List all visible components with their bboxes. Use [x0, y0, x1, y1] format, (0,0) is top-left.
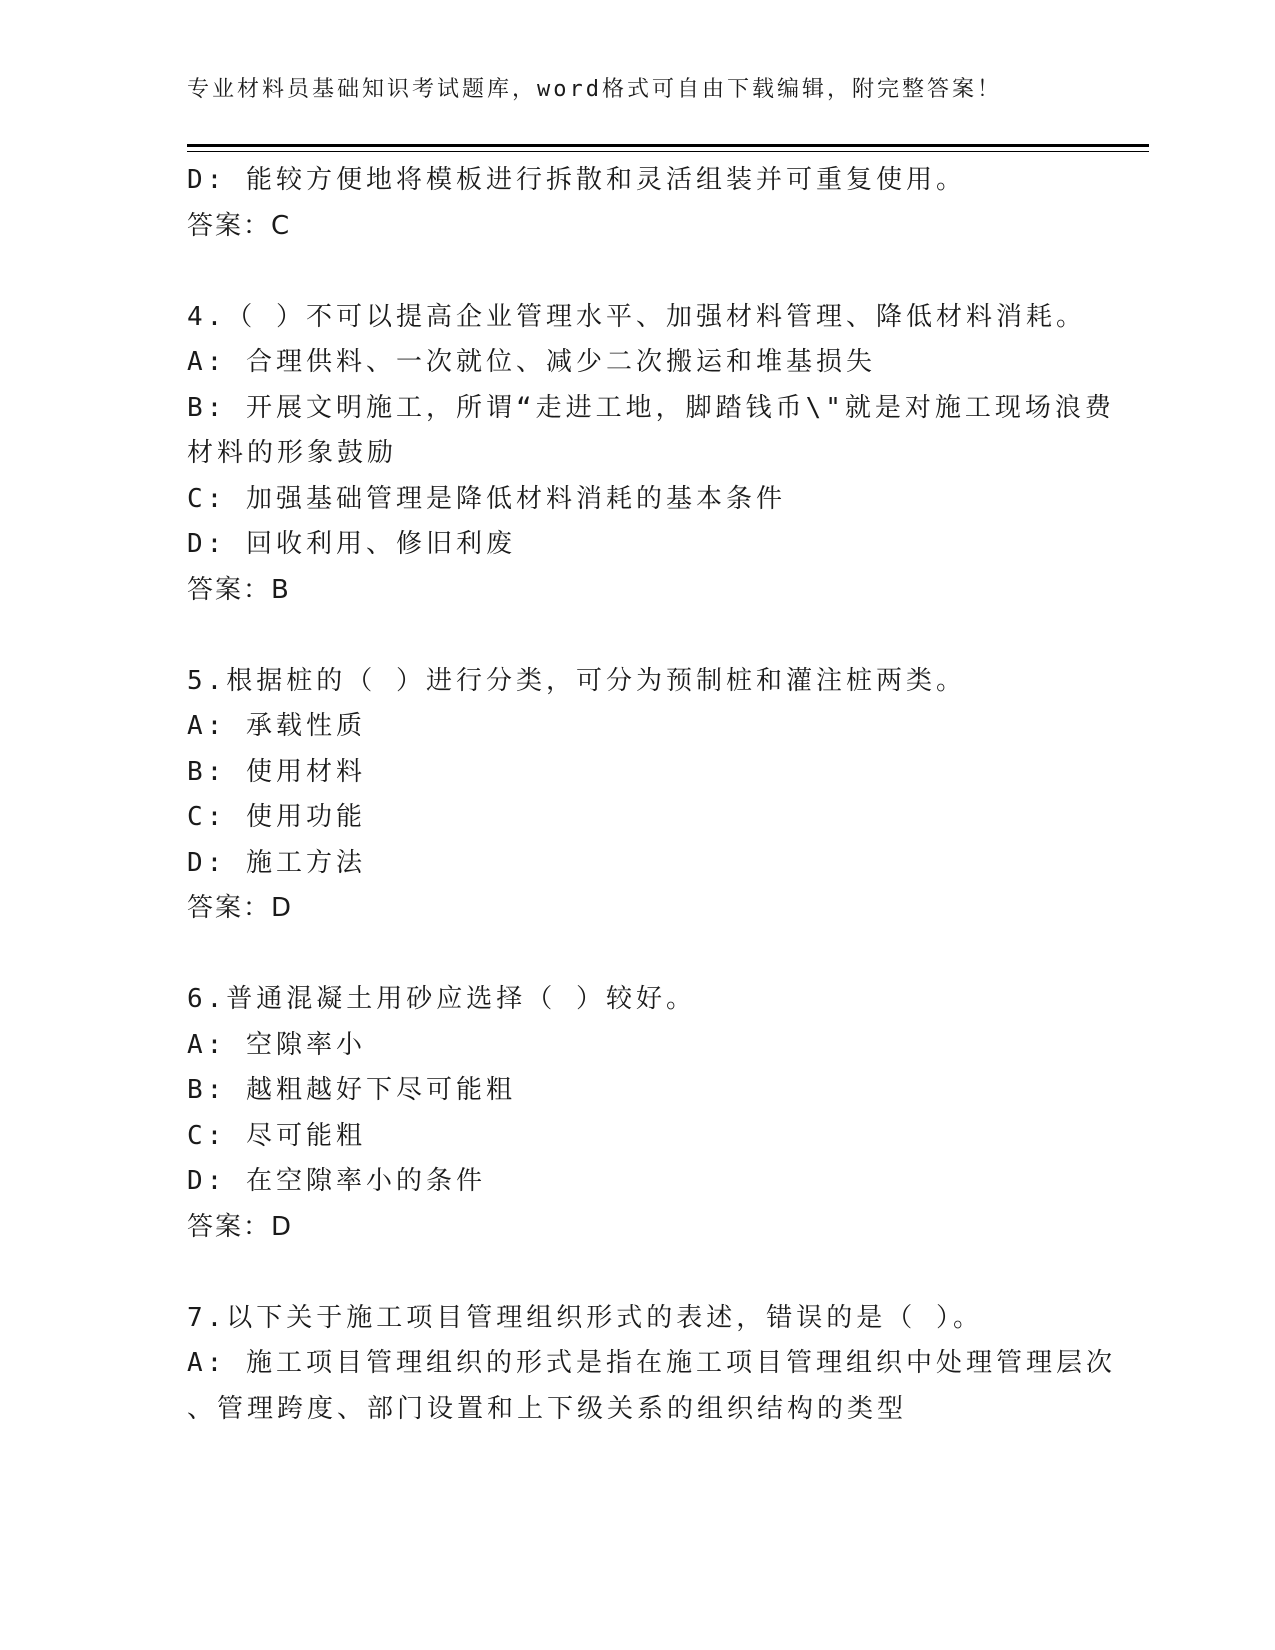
option-c: C: 使用功能	[187, 802, 366, 832]
option-b: B: 越粗越好下尽可能粗	[187, 1075, 516, 1105]
header-rule-thin	[187, 151, 1149, 152]
answer-line: 答案：D	[187, 893, 294, 923]
question-text: 7.以下关于施工项目管理组织形式的表述，错误的是（ ）。	[187, 1302, 983, 1333]
option-d: D: 在空隙率小的条件	[187, 1166, 486, 1196]
option-a-continued: 、管理跨度、部门设置和上下级关系的组织结构的类型	[187, 1393, 908, 1424]
spacer	[187, 1250, 1087, 1296]
option-d: D: 能较方便地将模板进行拆散和灵活组装并可重复使用。	[187, 165, 966, 195]
option-c: C: 尽可能粗	[187, 1120, 366, 1151]
question-block-7	[187, 1296, 1116, 1433]
option-b: B: 开展文明施工，所谓“走进工地，脚踏钱币\"就是对施工现场浪费	[187, 392, 1115, 423]
spacer	[187, 249, 1087, 295]
option-d: D: 施工方法	[187, 847, 366, 878]
question-block-4	[187, 295, 1115, 614]
answer-line: 答案：D	[187, 1211, 294, 1242]
question-block-5	[187, 659, 1087, 932]
answer-line: 答案：C	[187, 210, 292, 241]
question-block-3-tail	[187, 158, 1087, 249]
document-body	[187, 158, 1116, 1432]
option-d: D: 回收利用、修旧利废	[187, 529, 516, 559]
option-a: A: 施工项目管理组织的形式是指在施工项目管理组织中处理管理层次	[187, 1348, 1116, 1378]
answer-line: 答案：B	[187, 574, 291, 605]
option-a: A: 承载性质	[187, 711, 366, 741]
header-rule-thick	[187, 144, 1149, 147]
question-block-6	[187, 977, 1087, 1250]
spacer	[187, 613, 1087, 659]
option-a: A: 合理供料、一次就位、减少二次搬运和堆基损失	[187, 347, 876, 377]
question-text: 4.（ ）不可以提高企业管理水平、加强材料管理、降低材料消耗。	[187, 301, 1086, 332]
spacer	[187, 932, 1087, 978]
option-a: A: 空隙率小	[187, 1029, 366, 1060]
option-b-continued: 材料的形象鼓励	[187, 438, 398, 468]
page-header: 专业材料员基础知识考试题库，word格式可自由下载编辑，附完整答案！	[187, 77, 1002, 102]
option-c: C: 加强基础管理是降低材料消耗的基本条件	[187, 483, 786, 514]
option-b: B: 使用材料	[187, 756, 366, 787]
question-text: 6.普通混凝土用砂应选择（ ）较好。	[187, 984, 696, 1014]
question-text: 5.根据桩的（ ）进行分类，可分为预制桩和灌注桩两类。	[187, 665, 966, 696]
